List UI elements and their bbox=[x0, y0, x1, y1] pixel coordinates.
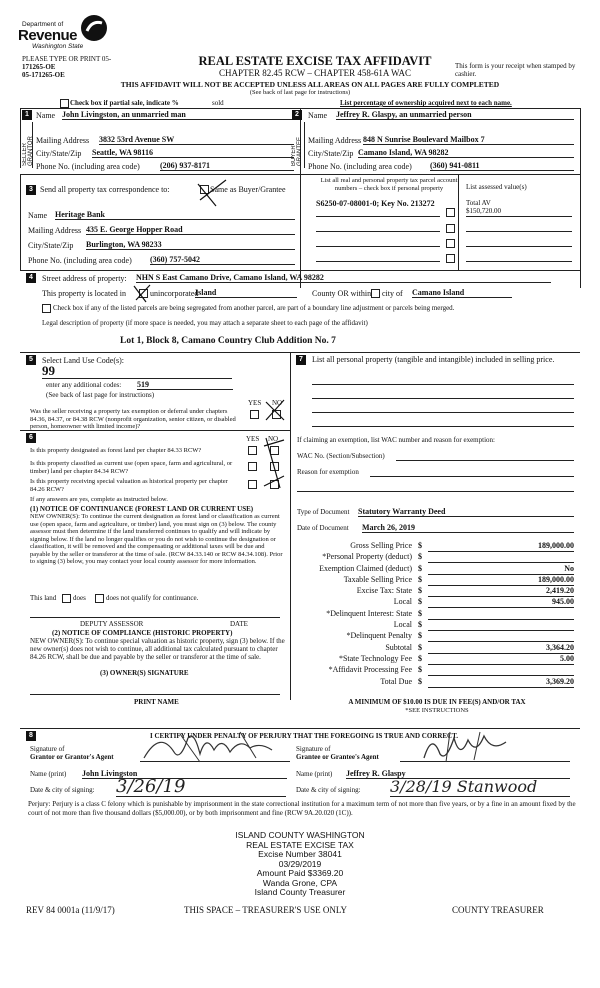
tax-row bbox=[296, 552, 580, 563]
stamp-line-6: Wanda Grone, CPA bbox=[262, 877, 338, 888]
tax-row bbox=[296, 665, 580, 676]
tax-row-value: 5.00 bbox=[428, 654, 574, 665]
tax-row-currency: $ bbox=[418, 541, 422, 550]
seller-mail-label: Mailing Address bbox=[36, 136, 90, 145]
tax-row-label: Local bbox=[393, 620, 412, 630]
seller-city-label: City/State/Zip bbox=[36, 149, 82, 158]
historic-question: Is this property receiving special valuation as historical property per chapter 84.26 RCW? bbox=[30, 478, 228, 493]
buyer-name: Jeffrey R. Glaspy, an unmarried person bbox=[336, 110, 574, 120]
doc-date: March 26, 2019 bbox=[362, 523, 574, 533]
exemption-yes-checkbox[interactable] bbox=[250, 410, 259, 419]
tax-row-value: 3,369.20 bbox=[428, 677, 574, 688]
tax-row bbox=[296, 609, 580, 620]
corr-city: Burlington, WA 98233 bbox=[86, 240, 295, 250]
segregated-label: Check box if any of the listed parcels are being segregated from another parcel, are part of a boundary line adjustment or parcels being merged. bbox=[53, 304, 455, 312]
parcel-2-personal-checkbox[interactable] bbox=[446, 224, 455, 233]
tax-row-label: *Delinquent Penalty bbox=[346, 631, 412, 641]
wac-label: WAC No. (Section/Subsection) bbox=[297, 452, 385, 460]
grantor-date-label: Date & city of signing: bbox=[30, 786, 95, 794]
stamp-line-7: Island County Treasurer bbox=[254, 887, 346, 897]
seller-side-label: SELLER GRANTOR bbox=[22, 136, 34, 166]
grantor-name-label: Name (print) bbox=[30, 770, 67, 778]
doc-date-label: Date of Document bbox=[297, 524, 349, 532]
exemption-question: Was the seller receiving a property tax exemption or deferral under chapters 84.36, 84.37, or 84.38 RCW (nonprofit organization, senior citizen, or disabled person, homeowner with limited income)? bbox=[30, 408, 236, 430]
land-use-code: 99 bbox=[42, 364, 232, 379]
grantor-signature-icon bbox=[140, 728, 280, 764]
tax-row-currency: $ bbox=[418, 563, 422, 573]
tax-row-label: Total Due bbox=[380, 676, 412, 686]
legal-description: Lot 1, Block 8, Camano Country Club Addition No. 7 bbox=[120, 336, 336, 346]
tax-row bbox=[296, 575, 580, 586]
tax-row bbox=[296, 564, 580, 575]
deputy-assessor-label: DEPUTY ASSESSOR bbox=[80, 620, 144, 628]
tax-row-currency: $ bbox=[418, 620, 422, 630]
grantee-sig-label-2: Grantee or Grantee's Agent bbox=[296, 753, 379, 761]
tax-row-currency: $ bbox=[418, 665, 422, 675]
section-1-number: 1 bbox=[22, 110, 32, 120]
tax-row bbox=[296, 597, 580, 608]
doc-type-label: Type of Document bbox=[297, 508, 350, 516]
grantee-date-label: Date & city of signing: bbox=[296, 786, 361, 794]
certify-statement: I CERTIFY UNDER PENALTY OF PERJURY THAT THE FOREGOING IS TRUE AND CORRECT. bbox=[150, 732, 459, 740]
corr-phone-label: Phone No. (including area code) bbox=[28, 256, 132, 265]
treasurer-stamp bbox=[180, 831, 420, 898]
reason-label: Reason for exemption bbox=[297, 468, 359, 476]
correspondence-label: Send all property tax correspondence to: bbox=[40, 185, 170, 194]
seller-mail: 3832 53rd Avenue SW bbox=[99, 135, 294, 145]
tax-row-currency: $ bbox=[418, 653, 422, 663]
tax-row-value bbox=[428, 631, 574, 642]
section-3-number: 3 bbox=[26, 185, 36, 195]
seller-city: Seattle, WA 98116 bbox=[92, 148, 294, 158]
tax-row-label: *Personal Property (deduct) bbox=[322, 552, 412, 562]
current-use-question: Is this property classified as current use (open space, farm and agricultural, or timber) land per chapter 84.34 RCW? bbox=[30, 460, 233, 475]
av-header: List assessed value(s) bbox=[466, 183, 527, 191]
forest-question: Is this property designated as forest land per chapter 84.33 RCW? bbox=[30, 447, 202, 454]
additional-codes-label: enter any additional codes: bbox=[46, 381, 122, 389]
tax-row-label: *Affidavit Processing Fee bbox=[328, 665, 412, 675]
grantor-sig-label-2: Grantor or Grantor's Agent bbox=[30, 753, 114, 761]
partial-sale-checkbox[interactable] bbox=[60, 99, 69, 108]
tax-row-label: Taxable Selling Price bbox=[343, 574, 412, 584]
unincorporated-value: Island bbox=[195, 288, 297, 298]
tax-row-label: Local bbox=[393, 597, 412, 607]
tax-row-label: Exemption Claimed (deduct) bbox=[319, 563, 412, 573]
grantee-date: 3/28/19 Stanwood bbox=[390, 778, 570, 797]
receipt-note: This form is your receipt when stamped by cashier. bbox=[455, 62, 576, 78]
see-instructions: *SEE INSTRUCTIONS bbox=[405, 707, 469, 714]
grantee-name-label: Name (print) bbox=[296, 770, 333, 778]
deputy-date-label: DATE bbox=[230, 620, 248, 628]
owner-signature-label: (3) OWNER(S) SIGNATURE bbox=[100, 669, 189, 677]
grantor-date: 3/26/19 bbox=[116, 778, 286, 797]
buyer-side-label: BUYER GRANTEE bbox=[291, 136, 303, 166]
forest-yes-checkbox[interactable] bbox=[248, 446, 257, 455]
current-use-yes-checkbox[interactable] bbox=[248, 462, 257, 471]
tax-row-value: No bbox=[428, 564, 574, 575]
corr-name-label: Name bbox=[28, 211, 48, 220]
form-chapter: CHAPTER 82.45 RCW – CHAPTER 458-61A WAC bbox=[219, 68, 411, 78]
continuance-text: NEW OWNER(S): To continue the current designation as forest land or classification as current use (open space, farm and agriculture, or timber) land, you must sign on (3) below. The county assessor must then determine if the land transferred continues to qualify and will indicate by signing below. If the land no longer qualifies or you do not wish to continue the designation or classification, it will be removed and the compensating or additional taxes will be due and payable by the seller or transferor at the time of sale. (RCW 84.33.140 or RCW 84.34.108). Prior to signing (3) below, you may contact your local county assessor for more information. bbox=[30, 513, 283, 565]
land-does-checkbox[interactable] bbox=[62, 594, 71, 603]
section-5-number: 5 bbox=[26, 355, 36, 365]
tax-row-value: 2,419.20 bbox=[428, 586, 574, 597]
minimum-note: A MINIMUM OF $10.00 IS DUE IN FEE(S) AND/OR TAX bbox=[348, 698, 526, 706]
yes-label-6: YES bbox=[246, 435, 260, 443]
ownership-note: List percentage of ownership acquired next to each name. bbox=[340, 99, 512, 107]
tax-row-currency: $ bbox=[418, 631, 422, 641]
historic-yes-checkbox[interactable] bbox=[248, 480, 257, 489]
section-7-number: 7 bbox=[296, 355, 306, 365]
dept-line2: Revenue bbox=[18, 27, 78, 44]
seller-phone: (206) 937-8171 bbox=[160, 161, 294, 171]
parcel-1-personal-checkbox[interactable] bbox=[446, 208, 455, 217]
tax-row bbox=[296, 677, 580, 688]
no-label-5: NO bbox=[272, 399, 283, 407]
corr-mail: 435 E. George Hopper Road bbox=[86, 225, 295, 235]
grantee-sig-label-1: Signature of bbox=[296, 745, 331, 753]
seller-name-label: Name bbox=[36, 111, 56, 120]
tax-row-value bbox=[428, 620, 574, 631]
stamp-line-5: Amount Paid $3369.20 bbox=[256, 868, 344, 878]
parcel-header: List all real and personal property tax parcel account numbers – check box if personal property bbox=[320, 177, 458, 192]
tax-calculation bbox=[296, 541, 580, 688]
exemption-label: If claiming an exemption, list WAC number and reason for exemption: bbox=[297, 436, 495, 444]
tax-row bbox=[296, 586, 580, 597]
dept-line1: Department of bbox=[22, 21, 64, 28]
tax-row-currency: $ bbox=[418, 552, 422, 562]
ref-1: 171265-OE bbox=[22, 63, 56, 71]
tax-row bbox=[296, 620, 580, 631]
total-av: $150,720.00 bbox=[466, 207, 501, 215]
land-does-not-checkbox[interactable] bbox=[95, 594, 104, 603]
historic-title: (2) NOTICE OF COMPLIANCE (HISTORIC PROPERTY) bbox=[52, 629, 233, 637]
unincorporated-label: unincorporated bbox=[150, 289, 199, 298]
tax-row-label: Gross Selling Price bbox=[350, 541, 412, 550]
ref-2: 05-171265-OE bbox=[22, 71, 65, 79]
land-use-label: Select Land Use Code(s): bbox=[42, 356, 124, 365]
tax-row-currency: $ bbox=[418, 597, 422, 607]
section-2-number: 2 bbox=[292, 110, 302, 120]
tax-row-currency: $ bbox=[418, 608, 422, 618]
located-label: This property is located in bbox=[42, 289, 126, 298]
see-back-header: (See back of last page for instructions) bbox=[249, 89, 351, 96]
county-or-within: County OR within bbox=[312, 289, 372, 298]
buyer-city: Camano Island, WA 98282 bbox=[358, 148, 574, 158]
tax-row-value bbox=[428, 552, 574, 563]
street-label: Street address of property: bbox=[42, 274, 127, 283]
tax-row-value bbox=[428, 609, 574, 620]
tax-row bbox=[296, 654, 580, 665]
parcel-3-personal-checkbox[interactable] bbox=[446, 239, 455, 248]
county-treasurer: COUNTY TREASURER bbox=[452, 905, 544, 915]
corr-phone: (360) 757-5042 bbox=[150, 255, 295, 265]
corr-mail-label: Mailing Address bbox=[28, 226, 82, 235]
tax-row-value bbox=[428, 665, 574, 676]
total-av-label: Total AV bbox=[466, 199, 491, 207]
stamp-line-2: REAL ESTATE EXCISE TAX bbox=[246, 839, 354, 850]
segregated-checkbox[interactable] bbox=[42, 304, 51, 313]
continuance-title: (1) NOTICE OF CONTINUANCE (FOREST LAND OR CURRENT USE) bbox=[30, 505, 254, 513]
tax-row-label: *State Technology Fee bbox=[338, 653, 412, 663]
buyer-phone-label: Phone No. (including area code) bbox=[308, 162, 412, 171]
land-use-see-back: (See back of last page for instructions) bbox=[46, 391, 155, 399]
tax-row-label: Excise Tax: State bbox=[356, 586, 412, 596]
seller-phone-label: Phone No. (including area code) bbox=[36, 162, 140, 171]
tax-row-value: 189,000.00 bbox=[428, 541, 574, 552]
doc-type: Statutory Warranty Deed bbox=[358, 507, 574, 517]
tax-row bbox=[296, 643, 580, 654]
section-6-number: 6 bbox=[26, 433, 36, 443]
tax-row-currency: $ bbox=[418, 586, 422, 596]
stamp-line-3: Excise Number 38041 bbox=[258, 849, 342, 859]
city-of-label: city of bbox=[382, 289, 403, 298]
tax-row-currency: $ bbox=[418, 642, 422, 652]
personal-property-label: List all personal property (tangible and intangible) included in selling price. bbox=[312, 355, 555, 364]
corr-city-label: City/State/Zip bbox=[28, 241, 74, 250]
this-land-label: This land bbox=[30, 594, 57, 602]
buyer-city-label: City/State/Zip bbox=[308, 149, 354, 158]
tax-row-value: 945.00 bbox=[428, 597, 574, 608]
parcel-4-personal-checkbox[interactable] bbox=[446, 254, 455, 263]
grantee-signature-icon bbox=[420, 730, 510, 764]
not-accepted: THIS AFFIDAVIT WILL NOT BE ACCEPTED UNLESS ALL AREAS ON ALL PAGES ARE FULLY COMPLETED bbox=[120, 80, 500, 89]
tax-row-currency: $ bbox=[418, 676, 422, 686]
check-mark-icon bbox=[262, 436, 288, 494]
partial-sale-label: Check box if partial sale, indicate % bbox=[70, 99, 179, 107]
check-mark-icon bbox=[264, 398, 288, 424]
does-label: does bbox=[73, 594, 86, 602]
grantee-name: Jeffrey R. Glaspy bbox=[346, 769, 570, 779]
tax-row-value: 3,364.20 bbox=[428, 643, 574, 654]
buyer-phone: (360) 941-0811 bbox=[430, 161, 574, 171]
tax-row bbox=[296, 541, 580, 552]
does-not-label: does not qualify for continuance. bbox=[106, 594, 199, 602]
section-4-number: 4 bbox=[26, 273, 36, 283]
please-type: PLEASE TYPE OR PRINT 05- bbox=[22, 55, 112, 63]
treasurer-space: THIS SPACE – TREASURER'S USE ONLY bbox=[184, 905, 348, 915]
buyer-mail: 848 N Sunrise Boulevard Mailbox 7 bbox=[363, 135, 574, 145]
buyer-name-label: Name bbox=[308, 111, 328, 120]
print-name-label: PRINT NAME bbox=[134, 698, 179, 706]
dor-logo bbox=[18, 14, 118, 54]
parcel-1: S6250-07-08001-0; Key No. 213272 bbox=[316, 199, 435, 208]
same-as-buyer-label: Same as Buyer/Grantee bbox=[210, 185, 286, 194]
tax-row-value: 189,000.00 bbox=[428, 575, 574, 586]
dept-line3: Washington State bbox=[32, 43, 84, 50]
tax-row-label: Subtotal bbox=[385, 642, 412, 652]
historic-text: NEW OWNER(S): To continue special valuation as historic property, sign (3) below. If the new owner(s) does not wish to continue, all additional tax calculated pursuant to chapter 84.26 RCW, shall be due and payable by the seller or transferor at the time of sale. bbox=[30, 637, 285, 661]
yes-label-5: YES bbox=[248, 399, 262, 407]
tax-row-currency: $ bbox=[418, 574, 422, 584]
grantor-name: John Livingston bbox=[82, 769, 287, 779]
grantor-sig-label-1: Signature of bbox=[30, 745, 65, 753]
street-address: NHN S East Camano Drive, Camano Island, WA 98282 bbox=[136, 273, 551, 283]
stamp-line-1: ISLAND COUNTY WASHINGTON bbox=[235, 830, 365, 840]
corr-name: Heritage Bank bbox=[55, 210, 295, 220]
city-of-checkbox[interactable] bbox=[371, 289, 380, 298]
tax-row-label: *Delinquent Interest: State bbox=[326, 608, 412, 618]
if-any-yes: If any answers are yes, complete as instructed below. bbox=[30, 496, 168, 503]
form-title: REAL ESTATE EXCISE TAX AFFIDAVIT bbox=[198, 54, 432, 68]
stamp-line-4: 03/29/2019 bbox=[278, 858, 322, 869]
sold-label: sold bbox=[212, 99, 224, 107]
perjury-note: Perjury: Perjury is a class C felony which is punishable by imprisonment in the state correctional institution for a maximum term of not more than five years, or by a fine in an amount fixed by the court of not more than five thousand dollars ($5,000.00), or by both imprisonment and fine (RCW 9A.20.020 (1C)). bbox=[28, 800, 576, 817]
no-label-6: NO bbox=[268, 435, 279, 443]
seller-name: John Livingston, an unmarried man bbox=[62, 110, 294, 120]
additional-codes: 519 bbox=[137, 380, 233, 390]
form-revision: REV 84 0001a (11/9/17) bbox=[26, 905, 115, 915]
section-8-number: 8 bbox=[26, 731, 36, 741]
buyer-mail-label: Mailing Address bbox=[308, 136, 362, 145]
city-of-value: Camano Island bbox=[412, 288, 512, 298]
revenue-logo-icon bbox=[80, 14, 108, 42]
legal-label: Legal description of property (if more space is needed, you may attach a separate sheet to each page of the affidavit) bbox=[42, 319, 368, 327]
tax-row bbox=[296, 631, 580, 642]
